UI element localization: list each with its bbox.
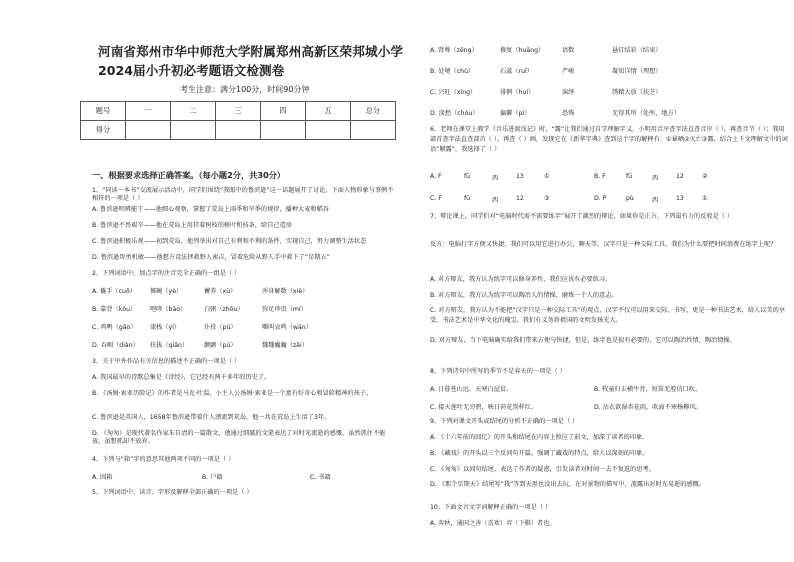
q2-option[interactable]: B. 靠背（kōu） — [92, 306, 137, 313]
score-header-cell: 五 — [306, 102, 351, 121]
q7-stem: 7、辩论课上，同学们对“电脑时代需不需要练字”展开了激烈的辩论，如果你是正方，下列最有力的反驳是（ ） — [430, 213, 734, 220]
q2-option-word: 颤颤（pú） — [204, 342, 237, 349]
score-header-cell: 总分 — [351, 102, 396, 121]
q1-option[interactable]: C. 鲁滨逊积极乐观——初到荒岛，他列举出对自己有利和不利的条件，实现自己，努力调整生活状态 — [92, 238, 367, 245]
q7-option[interactable]: B. 对方辩友，我方认为练字可以陶冶人的情操，磨炼一个人的意志。 — [430, 292, 618, 299]
q8-option[interactable]: B. 牧童归去横牛背，短笛无腔信口吹。 — [594, 386, 702, 393]
q3-option[interactable]: B. 《汤姆·索亚历险记》的作者是马克·吐温，小主人公汤姆·索亚是一个富有好奇心和冒险精神的孩子。 — [92, 390, 373, 397]
q5-option-word: 恐怖 — [562, 110, 575, 117]
q3-option[interactable]: C. 鲁滨逊是英国人，1658年鲁滨逊带着什人漂流到荒岛，他一共在荒岛上生活了3年。 — [92, 414, 331, 421]
q8-option[interactable]: A. 日暮苍山远，天寒白屋贫。 — [430, 386, 513, 393]
q7-quote: 反方：电脑打字方便又快捷，我们可以用它进行办公、聊天等，汉字只是一种交际工具，我们为什么要把时间浪费在练字上呢？ — [430, 241, 777, 248]
q9-option[interactable]: D. 《那个星期天》结尾写“我”等到天黑也没出去玩，在对景物的描写中，流露出对时光易逝的感慨。 — [430, 481, 705, 488]
exam-title: 河南省郑州市华中师范大学附属郑州高新区荣邦城小学2024届小升初必考题语文检测卷 — [98, 44, 403, 78]
q2-option[interactable]: C. 鸡鸭（gāo） — [92, 324, 137, 331]
q5-option-word: 绣精大放（扶芝） — [612, 89, 662, 96]
q2-option-word: 咆哮（bāo） — [150, 306, 187, 313]
q6-option-part: 12 — [676, 173, 684, 180]
q2-option[interactable]: A. 撬手（cuō） — [92, 288, 136, 295]
score-cell[interactable] — [171, 121, 216, 140]
q1-option[interactable]: D. 鲁滨逊智勇机敏——他想方设法拯救野人索吉，冒着危险从野人手中救下了“星期五” — [92, 254, 330, 261]
q1-option[interactable]: B. 鲁滨逊不畏艰辛——他在荒岛上用挂着树枝的树叶和枝条，给自己造房 — [92, 222, 292, 229]
exam-note: 考生注意：满分100分，时间90分钟 — [180, 85, 310, 94]
q8-option[interactable]: C. 接天莲叶无穷碧，映日荷花别样红。 — [430, 404, 538, 411]
q7-option[interactable]: A. 对方辩友，我方认为练字可以修身养性，我们应该有必要练习。 — [430, 276, 612, 283]
q2-option-word: 仆役（pú） — [204, 324, 237, 331]
q6-option-part: fū — [626, 173, 633, 180]
q3-stem: 3、关于中外作品有关信息的描述不正确的一项是（ ） — [92, 358, 241, 365]
score-header-cell: 三 — [216, 102, 261, 121]
q6-option-part: 12 — [516, 195, 524, 202]
score-table — [80, 101, 396, 140]
q2-option-word: 浑身解数（xiè） — [262, 288, 309, 295]
q3-option[interactable]: D. 《匆匆》是现代著名作家朱自清的一篇散文，他通过细腻的文笔表达了对时光流逝的感慨，虽然抓住不能放，虽想抓却不放弃。 — [92, 430, 386, 445]
q2-option-word: 弥足珍贵（mí） — [262, 306, 307, 313]
q6-option[interactable]: C. F — [430, 195, 442, 202]
q8-option[interactable]: D. 沾衣欲湿杏花雨，吹面不寒杨柳风。 — [594, 404, 702, 411]
q6-option-part: 13 — [516, 173, 524, 180]
score-row-label: 得分 — [81, 121, 126, 140]
q2-stem: 2、下列词语中，加点字的注音完全正确的一组是（ ） — [92, 270, 241, 277]
q5-option-word: 石蕊（ruǐ） — [500, 68, 533, 75]
q3-option[interactable]: A. 我国最早的诗歌总集是《诗经》，它已经有两千多年的历史了。 — [92, 374, 271, 381]
q6-option-part: 西 — [492, 175, 499, 182]
q6-option[interactable]: A. F — [430, 173, 442, 180]
score-header-cell: 题号 — [81, 102, 126, 121]
q5-option-word: 徘徊（huí） — [500, 89, 535, 96]
q2-option-word: 蓄养（xù） — [204, 288, 237, 295]
score-cell[interactable] — [351, 121, 396, 140]
q4-stem: 4、下列与“箱”字的意思其他两项不同的一项是（ ） — [92, 456, 235, 463]
q2-option-word: 漆栈（yí） — [150, 324, 181, 331]
q4-option[interactable]: B. 户籍 — [202, 474, 223, 481]
score-cell[interactable] — [216, 121, 261, 140]
q5-option[interactable]: A. 肾尊（zēng） — [430, 47, 478, 54]
q6-option-part: ① — [544, 173, 550, 180]
q6-option[interactable]: D. P — [594, 195, 607, 202]
q7-option[interactable]: C. 对方辩友，我方认为不能把“汉字只是一种交际工具”的观点，汉字不仅可以用来交际、书写，更是一种书法艺术，给人以美的享受，书法艺术是中华文化的瑰宝，我们有义务将祖国的文明发扬光大。 — [430, 307, 785, 324]
q6-option-part: pù — [626, 195, 634, 202]
q10-stem: 10、下面文言文字词解释正确的一项是（ ） — [430, 504, 552, 511]
q6-option[interactable]: B. F — [594, 173, 606, 180]
score-cell[interactable] — [306, 121, 351, 140]
score-cell[interactable] — [126, 121, 171, 140]
q5-option[interactable]: C. 兴旺（xīng） — [430, 89, 477, 96]
q5-option-word: 凝知详情（理想） — [612, 68, 662, 75]
q6-option-part: 西 — [492, 197, 499, 204]
q9-option[interactable]: C. 《匆匆》以问句结尾，表达了作者的疑惑，引发读者对时间一去不复返的思考。 — [430, 466, 655, 473]
q5-option-word: 悬灯结彩（结束） — [612, 47, 662, 54]
q6-option-part: ② — [702, 173, 708, 180]
q6-option-part: 13 — [676, 195, 684, 202]
q5-option-word: 无得其所（处所，地方） — [612, 110, 681, 117]
q5-option-word: 语数 — [562, 47, 575, 54]
q2-option-word: 扶拔（qiān） — [150, 342, 189, 349]
q6-option-part: fū — [464, 173, 471, 180]
score-cell[interactable] — [261, 121, 306, 140]
q2-option-word: 魏魏巍巍（zǎi） — [262, 342, 308, 349]
q6-option-part: 西 — [652, 175, 659, 182]
q9-option[interactable]: B. 《藏戏》的开头以三个反问句开篇，强调了藏戏的特点，给人以深刻的印象。 — [430, 450, 649, 457]
q4-option[interactable]: C. 书籍 — [310, 474, 331, 481]
q2-option-word: 掷碗（yè） — [150, 288, 183, 295]
q6-stem: 6、老师在课堂上教学《音乐进渡浅记》时，“露”让我们通过自学理解字义，小明用音序查字法直查音序（ ），再查音节（ ）；我用部首查字法直查部首（ ），再查（ ）画，发现它在《新华字典》查到这个字的解释有：①暴晒②灭亡③露，结合上下文理解文中的词语“顺露”，我选择了（ ） — [430, 126, 788, 153]
q7-option[interactable]: D. 对方辩友，当下电脑确实给我们带来方便与快捷，但是，练字也是很有必要的，它可以陶冶性情，陶冶情操。 — [430, 337, 736, 344]
q1-option[interactable]: A. 鲁滨逊明辨能干——他细心观察，掌握了荒岛上雨季和旱季的规律，播种大麦和稻谷 — [92, 206, 329, 213]
q5-stem: 5、下列词语中，读音、字形及解释全部正确的一项是（ ） — [92, 489, 253, 496]
q6-option-part: ① — [702, 195, 708, 202]
score-header-cell: 四 — [261, 102, 306, 121]
q9-option[interactable]: A. 《十六年前的回忆》的开头和结尾在内容上照应了前文，加深了读者的印象。 — [430, 434, 649, 441]
q10-option[interactable]: A. 弈秋，通国之善（喜欢）弈（下棋）者也。 — [430, 520, 556, 527]
q6-option-part: ③ — [544, 195, 550, 202]
q5-option-word: 演绎 — [562, 89, 575, 96]
q5-option-word: 偏僻（pì） — [500, 110, 531, 117]
q2-option[interactable]: D. 吞咽（diàn） — [92, 342, 139, 349]
score-header-cell: 二 — [171, 102, 216, 121]
q4-option[interactable]: A. 围箱 — [92, 474, 113, 481]
q2-option-word: 嘶叫哀鸣（wán） — [262, 324, 312, 331]
q6-option-part: 西 — [652, 197, 659, 204]
q5-option[interactable]: B. 处境（chǔ） — [430, 68, 475, 75]
section-1-heading: 一、根据要求选择正确答案。（每小题2分，共30分） — [92, 170, 286, 180]
q8-stem: 8、下列诗句中所写的季节不是春天的一项是（ ） — [430, 368, 566, 375]
q9-stem: 9、下列对课文开头或结尾的分析不正确的一项是（ ） — [430, 418, 579, 425]
q1-stem: 1、“同读一本书”交流展示活动中，同学们围绕“我眼中的鲁滨逊”这一话题展开了讨论。下面人物形象与事例不相符的一项是（ ） — [92, 187, 394, 202]
q5-option[interactable]: D. 淡愁（chóu） — [430, 110, 479, 117]
q5-option-word: 严峻 — [562, 68, 575, 75]
score-header-cell: 一 — [126, 102, 171, 121]
q6-option-part: fū — [464, 195, 471, 202]
q5-option-word: 修复（huāng） — [500, 47, 545, 54]
q2-option-word: 白粥（zhōu） — [204, 306, 244, 313]
